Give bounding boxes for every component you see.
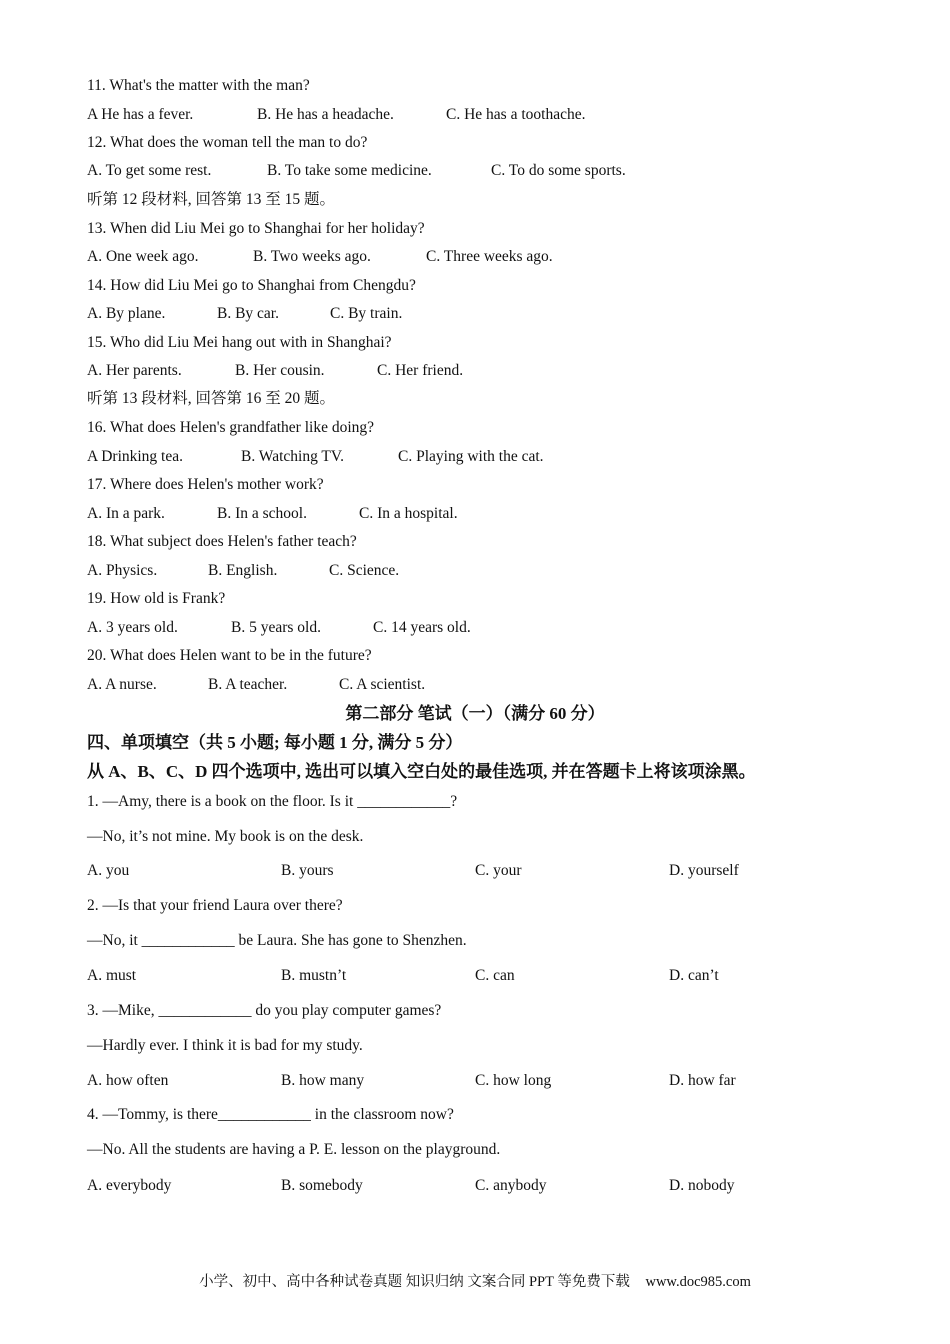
option: B. Her cousin. (235, 362, 325, 379)
option: C. how long (475, 1072, 552, 1089)
option: A. One week ago. (87, 248, 199, 265)
option: A. 3 years old. (87, 619, 178, 636)
question-11: 11. What's the matter with the man? (87, 77, 310, 94)
option: A. In a park. (87, 505, 165, 522)
option: C. can (475, 967, 515, 984)
question-16: 16. What does Helen's grandfather like doing? (87, 419, 375, 436)
option: B. somebody (281, 1177, 363, 1194)
option: B. He has a headache. (257, 106, 394, 123)
option: A. Her parents. (87, 362, 182, 379)
footer-url[interactable]: www.doc985.com (645, 1274, 751, 1290)
listening-note: 听第 13 段材料, 回答第 16 至 20 题。 (87, 390, 336, 407)
grammar-question-3: 3. —Mike, ____________ do you play computer games? (87, 1002, 442, 1019)
option: C. He has a toothache. (446, 106, 586, 123)
option: A. A nurse. (87, 676, 157, 693)
option: D. can’t (669, 967, 719, 984)
option: C. In a hospital. (359, 505, 458, 522)
question-19: 19. How old is Frank? (87, 590, 226, 607)
grammar-answer-3: —Hardly ever. I think it is bad for my study. (87, 1037, 363, 1054)
option: B. mustn’t (281, 967, 347, 984)
option: A Drinking tea. (87, 448, 183, 465)
option: A. you (87, 862, 130, 879)
option: A. how often (87, 1072, 169, 1089)
option: A He has a fever. (87, 106, 194, 123)
grammar-question-2: 2. —Is that your friend Laura over there? (87, 897, 343, 914)
option: A. must (87, 967, 137, 984)
footer-text: 小学、初中、高中各种试卷真题 知识归纳 文案合同 PPT 等免费下载 (199, 1274, 630, 1290)
option: A. Physics. (87, 562, 158, 579)
grammar-question-1: 1. —Amy, there is a book on the floor. Is it ____________? (87, 793, 458, 810)
option: B. how many (281, 1072, 365, 1089)
option: B. By car. (217, 305, 279, 322)
question-15: 15. Who did Liu Mei hang out with in Shanghai? (87, 334, 392, 351)
question-12: 12. What does the woman tell the man to do? (87, 134, 368, 151)
option: B. In a school. (217, 505, 307, 522)
grammar-answer-1: —No, it’s not mine. My book is on the desk. (87, 828, 364, 845)
option: C. Playing with the cat. (398, 448, 544, 465)
option: C. Her friend. (377, 362, 464, 379)
question-13: 13. When did Liu Mei go to Shanghai for her holiday? (87, 220, 425, 237)
option: C. anybody (475, 1177, 547, 1194)
option: C. A scientist. (339, 676, 426, 693)
question-17: 17. Where does Helen's mother work? (87, 476, 324, 493)
grammar-question-4: 4. —Tommy, is there____________ in the classroom now? (87, 1106, 454, 1123)
section-instruction: 从 A、B、C、D 四个选项中, 选出可以填入空白处的最佳选项, 并在答题卡上将该项涂黑。 (87, 762, 756, 781)
question-20: 20. What does Helen want to be in the future? (87, 647, 372, 664)
option: B. 5 years old. (231, 619, 321, 636)
option: C. Three weeks ago. (426, 248, 553, 265)
grammar-answer-4: —No. All the students are having a P. E. lesson on the playground. (87, 1141, 501, 1158)
option: D. nobody (669, 1177, 735, 1194)
option: C. your (475, 862, 522, 879)
part-title: 第二部分 笔试（一）（满分 60 分） (345, 704, 605, 723)
option: B. To take some medicine. (267, 162, 432, 179)
option: B. Two weeks ago. (253, 248, 371, 265)
option: A. By plane. (87, 305, 166, 322)
listening-note: 听第 12 段材料, 回答第 13 至 15 题。 (87, 191, 336, 208)
question-18: 18. What subject does Helen's father teach? (87, 533, 357, 550)
option: B. A teacher. (208, 676, 288, 693)
section-title: 四、单项填空（共 5 小题; 每小题 1 分, 满分 5 分） (87, 733, 463, 752)
option: C. By train. (330, 305, 403, 322)
option: A. everybody (87, 1177, 172, 1194)
option: C. Science. (329, 562, 400, 579)
option: A. To get some rest. (87, 162, 212, 179)
option: B. English. (208, 562, 278, 579)
option: C. 14 years old. (373, 619, 471, 636)
option: D. how far (669, 1072, 736, 1089)
option: D. yourself (669, 862, 739, 879)
question-14: 14. How did Liu Mei go to Shanghai from Chengdu? (87, 277, 416, 294)
option: B. yours (281, 862, 334, 879)
option: B. Watching TV. (241, 448, 344, 465)
option: C. To do some sports. (491, 162, 626, 179)
page-footer (0, 1270, 950, 1291)
grammar-answer-2: —No, it ____________ be Laura. She has gone to Shenzhen. (87, 932, 467, 949)
